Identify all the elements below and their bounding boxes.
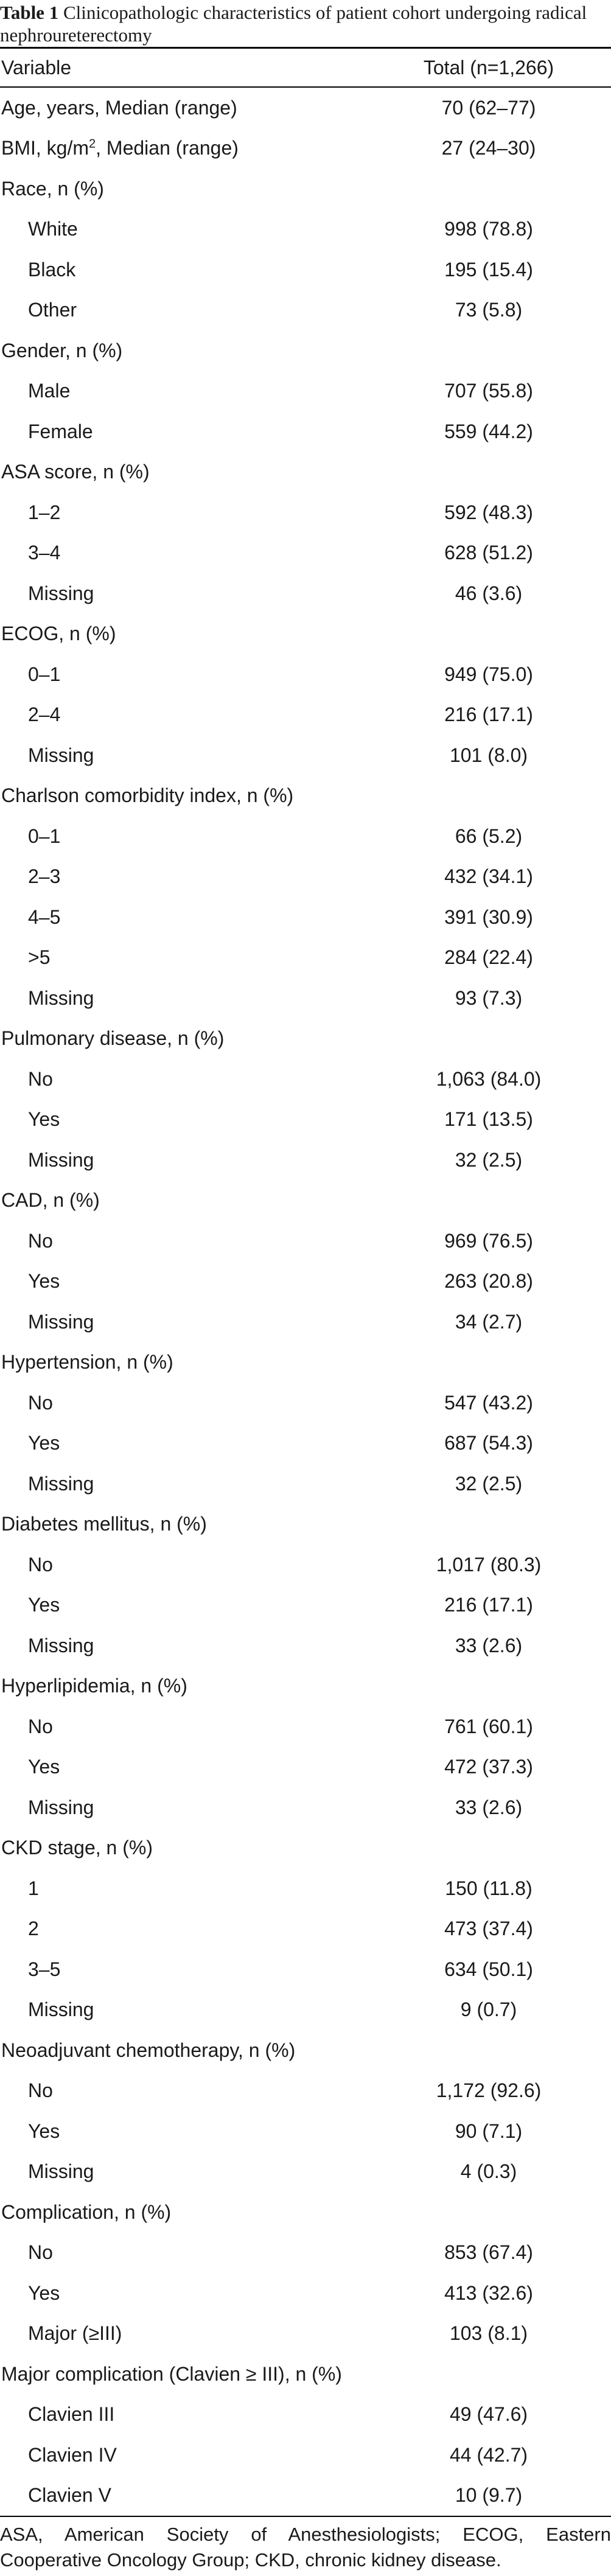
cell-variable-label: Missing bbox=[28, 1998, 94, 2021]
cell-variable-label: Missing bbox=[28, 1472, 94, 1495]
table-row bbox=[0, 1221, 611, 1262]
cell-variable bbox=[0, 1554, 53, 1576]
table-row bbox=[0, 816, 611, 857]
table-row-group-header bbox=[0, 330, 611, 371]
cell-variable bbox=[0, 1756, 60, 1778]
cell-variable bbox=[0, 1877, 39, 1900]
cell-variable-superscript: 2 bbox=[89, 137, 96, 151]
cell-total: 592 (48.3) bbox=[444, 501, 533, 523]
cell-total: 103 (8.1) bbox=[449, 2322, 528, 2345]
cell-variable bbox=[0, 1998, 94, 2021]
cell-total: 1,172 (92.6) bbox=[436, 2079, 542, 2102]
cell-variable bbox=[0, 865, 60, 888]
cell-total: 70 (62–77) bbox=[441, 96, 536, 119]
cell-variable bbox=[0, 97, 237, 119]
cell-variable bbox=[0, 259, 75, 281]
cell-total: 46 (3.6) bbox=[455, 582, 523, 604]
table-row bbox=[0, 2273, 611, 2314]
cell-variable-label: Neoadjuvant chemotherapy, n (%) bbox=[1, 2039, 296, 2061]
header-total: Total (n=1,266) bbox=[423, 56, 554, 79]
table-row bbox=[0, 1464, 611, 1504]
table-row bbox=[0, 1990, 611, 2031]
cell-total: 761 (60.1) bbox=[444, 1715, 533, 1737]
table-row bbox=[0, 1140, 611, 1181]
cell-variable-label: Hyperlipidemia, n (%) bbox=[1, 1675, 187, 1697]
cell-variable bbox=[0, 2160, 94, 2183]
cell-variable bbox=[0, 1432, 60, 1454]
cell-variable-label: >5 bbox=[28, 946, 51, 969]
table-row bbox=[0, 1262, 611, 1302]
cell-total: 391 (30.9) bbox=[444, 906, 533, 928]
table-row bbox=[0, 492, 611, 533]
cell-total: 33 (2.6) bbox=[455, 1796, 523, 1818]
cell-total: 432 (34.1) bbox=[444, 865, 533, 888]
cell-variable-label: 1–2 bbox=[28, 501, 61, 523]
cell-variable-label: Yes bbox=[28, 2120, 60, 2142]
cell-variable-label: Pulmonary disease, n (%) bbox=[1, 1027, 225, 1050]
cell-variable-label: Race, n (%) bbox=[1, 177, 104, 200]
cell-variable-label: Yes bbox=[28, 2281, 60, 2304]
table-row bbox=[0, 2233, 611, 2274]
table-row-group-header bbox=[0, 128, 611, 169]
cell-total: 628 (51.2) bbox=[444, 542, 533, 564]
cell-variable-label: Missing bbox=[28, 1310, 94, 1333]
cell-variable-label: Complication, n (%) bbox=[1, 2201, 172, 2223]
cell-total: 73 (5.8) bbox=[455, 299, 523, 321]
cell-variable bbox=[0, 784, 293, 807]
cell-variable bbox=[0, 1796, 94, 1819]
cell-variable-label: Missing bbox=[28, 2160, 94, 2183]
cell-variable-label: Yes bbox=[28, 1594, 60, 1616]
table-row bbox=[0, 533, 611, 574]
cell-total: 707 (55.8) bbox=[444, 380, 533, 402]
table-row bbox=[0, 1909, 611, 1950]
cell-variable bbox=[0, 1189, 100, 1212]
cell-variable-label: Missing bbox=[28, 1148, 94, 1171]
cell-total: 44 (42.7) bbox=[449, 2443, 528, 2466]
table-row bbox=[0, 411, 611, 452]
table-row-group-header bbox=[0, 2030, 611, 2071]
cell-variable-label: Missing bbox=[28, 582, 94, 604]
cell-variable bbox=[0, 906, 60, 929]
cell-variable bbox=[0, 1594, 60, 1616]
table-row-group-header bbox=[0, 1342, 611, 1383]
table-row-group-header bbox=[0, 88, 611, 128]
cell-variable-label: Clavien V bbox=[28, 2484, 111, 2507]
table-caption-text: Clinicopathologic characteristics of patient cohort undergoing radical nephroureterectomy bbox=[0, 2, 587, 46]
cell-total: 949 (75.0) bbox=[444, 663, 533, 685]
cell-variable-label: No bbox=[28, 2079, 53, 2102]
table-row bbox=[0, 1706, 611, 1747]
cell-variable-label: No bbox=[28, 1715, 53, 1737]
cell-total: 66 (5.2) bbox=[455, 825, 523, 847]
table-row-group-header bbox=[0, 169, 611, 209]
cell-variable bbox=[0, 2120, 60, 2143]
cell-variable bbox=[0, 703, 60, 726]
table-row bbox=[0, 290, 611, 331]
cell-variable bbox=[0, 1513, 207, 1535]
cell-variable-label: 1 bbox=[28, 1877, 39, 1899]
cell-total: 33 (2.6) bbox=[455, 1634, 523, 1656]
cell-variable bbox=[0, 380, 70, 402]
cell-total: 1,017 (80.3) bbox=[436, 1553, 542, 1576]
cell-variable bbox=[0, 2241, 53, 2264]
cell-variable-label: 3–4 bbox=[28, 542, 61, 564]
table-row bbox=[0, 250, 611, 290]
table-body bbox=[0, 88, 611, 2516]
cell-variable bbox=[0, 461, 150, 483]
cell-total: 559 (44.2) bbox=[444, 420, 533, 442]
cell-variable bbox=[0, 987, 94, 1010]
table-row bbox=[0, 1423, 611, 1464]
cell-variable-label: 3–5 bbox=[28, 1958, 61, 1980]
cell-variable-label: Charlson comorbidity index, n (%) bbox=[1, 784, 294, 807]
cell-total: 998 (78.8) bbox=[444, 218, 533, 240]
cell-variable-label: No bbox=[28, 1553, 53, 1576]
cell-variable-label: No bbox=[28, 1391, 53, 1414]
cell-total: 634 (50.1) bbox=[444, 1958, 533, 1980]
table-row-group-header bbox=[0, 1181, 611, 1221]
cell-total: 195 (15.4) bbox=[444, 258, 533, 281]
cell-variable bbox=[0, 2282, 60, 2305]
cell-total: 171 (13.5) bbox=[444, 1108, 533, 1131]
cell-variable bbox=[0, 2039, 295, 2062]
cell-variable-label: Missing bbox=[28, 1796, 94, 1818]
table-row bbox=[0, 1747, 611, 1788]
table-row bbox=[0, 1625, 611, 1666]
table-row bbox=[0, 1302, 611, 1342]
cell-total: 32 (2.5) bbox=[455, 1148, 523, 1171]
cell-variable bbox=[0, 2363, 342, 2386]
table-row bbox=[0, 371, 611, 412]
table-row bbox=[0, 2071, 611, 2112]
cell-total: 10 (9.7) bbox=[455, 2484, 523, 2507]
cell-variable-label: Diabetes mellitus, n (%) bbox=[1, 1513, 207, 1535]
table-row bbox=[0, 2395, 611, 2435]
cell-total: 284 (22.4) bbox=[444, 946, 533, 969]
cell-variable bbox=[0, 1958, 60, 1981]
table-footnote: ASA, American Society of Anesthesiologists; ECOG, Eastern Cooperative Oncology Group; CKD, chronic kidney disease. bbox=[0, 2524, 611, 2571]
cell-variable bbox=[0, 1675, 187, 1697]
table-row bbox=[0, 1949, 611, 1990]
cell-total: 687 (54.3) bbox=[444, 1432, 533, 1454]
cell-variable bbox=[0, 1108, 60, 1131]
cell-variable bbox=[0, 582, 94, 605]
table-row bbox=[0, 209, 611, 250]
table-row bbox=[0, 1100, 611, 1140]
cell-variable bbox=[0, 1473, 94, 1495]
cell-variable bbox=[0, 623, 116, 645]
cell-variable bbox=[0, 1716, 53, 1738]
cell-variable bbox=[0, 501, 60, 524]
cell-variable-label: Yes bbox=[28, 1270, 60, 1293]
table-row bbox=[0, 1059, 611, 1100]
cell-variable bbox=[0, 1311, 94, 1333]
cell-variable-label: Age, years, Median (range) bbox=[1, 96, 237, 119]
table-row bbox=[0, 654, 611, 695]
table-row bbox=[0, 1545, 611, 1585]
cell-variable-label: White bbox=[28, 218, 78, 240]
table-row-group-header bbox=[0, 776, 611, 817]
cell-variable-label: Yes bbox=[28, 1756, 60, 1778]
cell-variable-label: 2–4 bbox=[28, 703, 61, 726]
cell-total: 216 (17.1) bbox=[444, 1594, 533, 1616]
table-row-group-header bbox=[0, 1019, 611, 1059]
cell-variable bbox=[0, 2484, 111, 2507]
cell-variable bbox=[0, 299, 77, 321]
cell-total: 27 (24–30) bbox=[441, 137, 536, 159]
cell-variable-label: 2 bbox=[28, 1918, 39, 1940]
cell-variable bbox=[0, 825, 60, 848]
cell-variable-label: Gender, n (%) bbox=[1, 339, 123, 361]
table-row-group-header bbox=[0, 1828, 611, 1869]
cell-total: 93 (7.3) bbox=[455, 986, 523, 1009]
cell-variable bbox=[0, 542, 60, 564]
header-variable: Variable bbox=[1, 56, 72, 79]
cell-variable-label: Yes bbox=[28, 1432, 60, 1454]
cell-variable-label: CKD stage, n (%) bbox=[1, 1837, 153, 1859]
cell-variable-label: ECOG, n (%) bbox=[1, 623, 116, 645]
cell-total: 263 (20.8) bbox=[444, 1270, 533, 1293]
cell-variable bbox=[0, 421, 93, 443]
cell-variable-label: CAD, n (%) bbox=[1, 1189, 100, 1212]
cell-variable bbox=[0, 1230, 53, 1252]
cell-variable bbox=[0, 137, 239, 159]
cell-variable-label: Other bbox=[28, 299, 77, 321]
cell-variable bbox=[0, 340, 122, 362]
table-row bbox=[0, 1383, 611, 1423]
table-row bbox=[0, 2435, 611, 2476]
cell-variable-label: 4–5 bbox=[28, 906, 61, 928]
cell-variable-label: ASA score, n (%) bbox=[1, 461, 150, 483]
cell-total: 32 (2.5) bbox=[455, 1472, 523, 1495]
cell-variable-label: Missing bbox=[28, 1634, 94, 1656]
table-caption-label: Table 1 bbox=[0, 2, 59, 23]
cell-variable bbox=[0, 946, 50, 969]
cell-variable bbox=[0, 178, 104, 200]
table-row bbox=[0, 897, 611, 938]
cell-variable bbox=[0, 1635, 94, 1657]
table-header-row bbox=[0, 49, 611, 86]
cell-variable-label: Major complication (Clavien ≥ III), n (%) bbox=[1, 2362, 342, 2385]
cell-variable bbox=[0, 2201, 171, 2224]
table-row bbox=[0, 573, 611, 614]
cell-total: 853 (67.4) bbox=[444, 2241, 533, 2264]
cell-variable-label: Missing bbox=[28, 744, 94, 766]
cell-variable bbox=[0, 1027, 224, 1050]
table-row bbox=[0, 2152, 611, 2193]
cell-total: 49 (47.6) bbox=[449, 2403, 528, 2426]
cell-variable bbox=[0, 1351, 173, 1374]
table-row-group-header bbox=[0, 1504, 611, 1545]
table-row bbox=[0, 1585, 611, 1626]
cell-total: 1,063 (84.0) bbox=[436, 1067, 542, 1090]
cell-variable-label: Clavien III bbox=[28, 2403, 115, 2426]
cell-variable-label: BMI, kg/m bbox=[1, 137, 89, 159]
cell-variable-label: 2–3 bbox=[28, 865, 61, 888]
cell-total: 101 (8.0) bbox=[449, 744, 528, 766]
cell-total: 90 (7.1) bbox=[455, 2120, 523, 2142]
cell-variable bbox=[0, 1270, 60, 1293]
cell-variable-label: 0–1 bbox=[28, 663, 61, 685]
cell-variable bbox=[0, 1392, 53, 1414]
cell-total: 969 (76.5) bbox=[444, 1229, 533, 1252]
table-row bbox=[0, 1868, 611, 1909]
table-row-group-header bbox=[0, 614, 611, 655]
cell-variable bbox=[0, 1837, 153, 1859]
cell-variable bbox=[0, 1149, 94, 1171]
cell-variable-label: Male bbox=[28, 380, 71, 402]
cell-variable-label: No bbox=[28, 1067, 53, 1090]
cell-variable bbox=[0, 663, 60, 686]
table-row-group-header bbox=[0, 1666, 611, 1707]
cell-variable-label: Female bbox=[28, 420, 93, 442]
cell-variable-label: No bbox=[28, 2241, 53, 2264]
table-row bbox=[0, 938, 611, 979]
cell-variable bbox=[0, 744, 94, 767]
table-caption bbox=[0, 0, 611, 47]
cell-variable-label: Major (≥III) bbox=[28, 2322, 122, 2345]
cell-total: 473 (37.4) bbox=[444, 1918, 533, 1940]
table-row bbox=[0, 2476, 611, 2516]
cell-variable bbox=[0, 1918, 39, 1940]
cell-variable-label: Black bbox=[28, 258, 76, 281]
cell-variable-label: Clavien IV bbox=[28, 2443, 117, 2466]
table-row bbox=[0, 695, 611, 736]
cell-total: 547 (43.2) bbox=[444, 1391, 533, 1414]
table-row bbox=[0, 978, 611, 1019]
cell-variable-label: 0–1 bbox=[28, 825, 61, 847]
cell-total: 413 (32.6) bbox=[444, 2281, 533, 2304]
cell-variable-label: Missing bbox=[28, 986, 94, 1009]
cell-total: 216 (17.1) bbox=[444, 703, 533, 726]
table-row bbox=[0, 2111, 611, 2152]
cell-variable-label: Yes bbox=[28, 1108, 60, 1131]
cell-total: 4 (0.3) bbox=[460, 2160, 517, 2183]
cell-variable bbox=[0, 2444, 117, 2466]
table-row bbox=[0, 1787, 611, 1828]
cell-variable bbox=[0, 218, 78, 240]
cell-total: 34 (2.7) bbox=[455, 1310, 523, 1333]
table-row-group-header bbox=[0, 2192, 611, 2233]
cell-variable-label: No bbox=[28, 1229, 53, 1252]
cell-total: 9 (0.7) bbox=[460, 1998, 517, 2021]
cell-variable bbox=[0, 2403, 114, 2426]
table-row bbox=[0, 735, 611, 776]
table-row-group-header bbox=[0, 452, 611, 493]
cell-variable-suffix: , Median (range) bbox=[96, 137, 239, 159]
cell-total: 472 (37.3) bbox=[444, 1756, 533, 1778]
cell-variable-label: Hypertension, n (%) bbox=[1, 1351, 173, 1374]
cell-variable bbox=[0, 1068, 53, 1091]
table-row-group-header bbox=[0, 2354, 611, 2395]
table-row bbox=[0, 2314, 611, 2354]
cell-variable bbox=[0, 2079, 53, 2102]
cell-variable bbox=[0, 2322, 122, 2345]
table-row bbox=[0, 857, 611, 898]
cell-total: 150 (11.8) bbox=[445, 1877, 532, 1899]
